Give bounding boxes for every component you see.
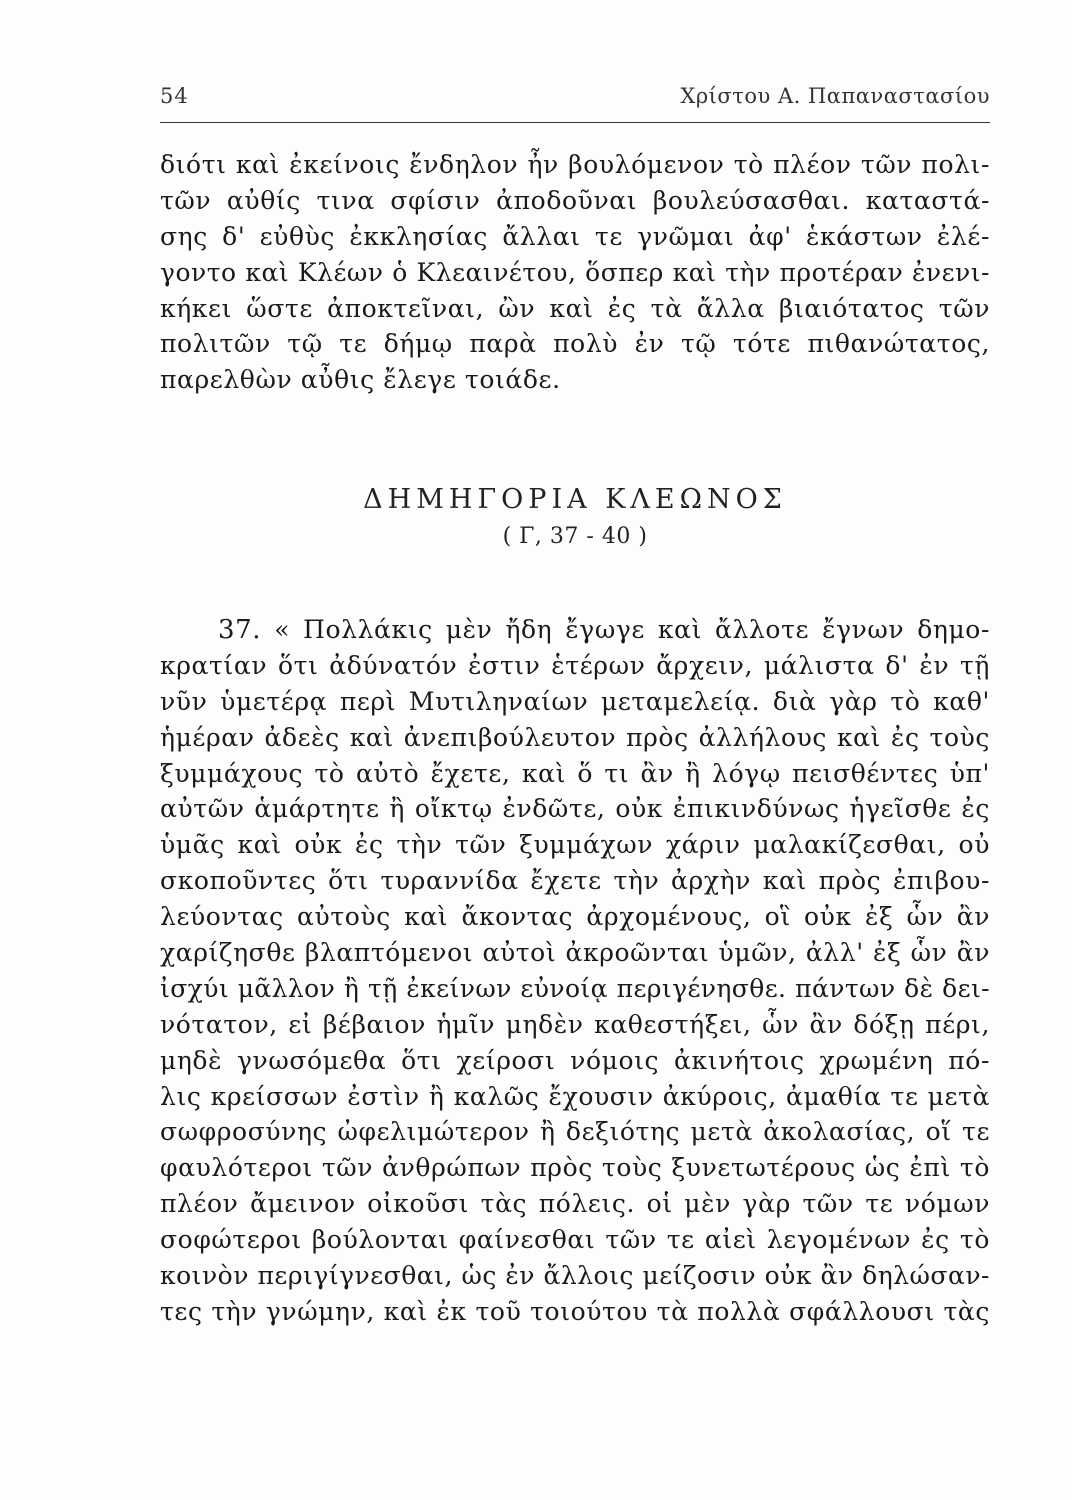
text-line: πλέον ἄμεινον οἰκοῦσι τὰς πόλεις. οἱ μὲν γὰρ τῶν τε νόμων — [160, 1189, 990, 1219]
text-line: σκοποῦντες ὅτι τυραννίδα ἔχετε τὴν ἀρχὴν καὶ πρὸς ἐπιβου- — [160, 866, 990, 896]
text-line: τες τὴν γνώμην, καὶ ἐκ τοῦ τοιούτου τὰ πολλὰ σφάλλουσι τὰς — [160, 1296, 990, 1326]
text-line: ὑμᾶς καὶ οὐκ ἐς τὴν τῶν ξυμμάχων χάριν μαλακίζεσθαι, οὐ — [160, 830, 990, 860]
text-line: σης δ' εὐθὺς ἐκκλησίας ἄλλαι τε γνῶμαι ἀφ' ἑκάστων ἐλέ- — [160, 221, 990, 251]
text-line: λις κρείσσων ἐστὶν ἢ καλῶς ἔχουσιν ἀκύροις, ἀμαθία τε μετὰ — [160, 1081, 990, 1111]
text-line: γοντο καὶ Κλέων ὁ Κλεαινέτου, ὅσπερ καὶ τὴν προτέραν ἐνενι- — [160, 257, 990, 287]
text-line: ἡμέραν ἀδεὲς καὶ ἀνεπιβούλευτον πρὸς ἀλλήλους καὶ ἐς τοὺς — [160, 722, 990, 752]
text-line: νότατον, εἰ βέβαιον ἡμῖν μηδὲν καθεστήξει, ὧν ἂν δόξῃ πέρι, — [160, 1009, 990, 1039]
text-line: κρατίαν ὅτι ἀδύνατόν ἐστιν ἑτέρων ἄρχειν, μάλιστα δ' ἐν τῇ — [160, 650, 990, 680]
section-37-paragraph — [160, 612, 990, 1330]
text-line: σοφώτεροι βούλονται φαίνεσθαι τῶν τε αἰεὶ λεγομένων ἐς τὸ — [160, 1225, 990, 1255]
text-line: φαυλότεροι τῶν ἀνθρώπων πρὸς τοὺς ξυνετωτέρους ὡς ἐπὶ τὸ — [160, 1153, 990, 1183]
speech-reference: ( Γ, 37 - 40 ) — [502, 524, 648, 549]
running-head: Χρίστου Α. Παπαναστασίου — [680, 84, 990, 108]
first-line-text: « Πολλάκις μὲν ἤδη ἔγωγε καὶ ἄλλοτε ἔγνων δημο- — [274, 615, 990, 644]
page-header — [160, 80, 990, 114]
text-line: ἰσχύι μᾶλλον ἢ τῇ ἐκείνων εὐνοίᾳ περιγένησθε. πάντων δὲ δει- — [160, 973, 990, 1003]
text-line: λεύοντας αὐτοὺς καὶ ἄκοντας ἀρχομένους, οἳ οὐκ ἐξ ὧν ἂν — [160, 902, 990, 932]
text-line: διότι καὶ ἐκείνοις ἔνδηλον ἦν βουλόμενον τὸ πλέον τῶν πολι- — [160, 150, 990, 179]
text-line: νῦν ὑμετέρᾳ περὶ Μυτιληναίων μεταμελείᾳ. διὰ γὰρ τὸ καθ' — [160, 686, 990, 716]
text-line: πολιτῶν τῷ τε δήμῳ παρὰ πολὺ ἐν τῷ τότε πιθανώτατος, — [160, 329, 990, 359]
text-line: σωφροσύνης ὠφελιμώτερον ἢ δεξιότης μετὰ ἀκολασίας, οἵ τε — [160, 1117, 990, 1147]
text-line: ξυμμάχους τὸ αὐτὸ ἔχετε, καὶ ὅ τι ἂν ἢ λόγῳ πεισθέντες ὑπ' — [160, 758, 990, 788]
speech-title: ΔΗΜΗΓΟΡΙΑ ΚΛΕΩΝΟΣ — [363, 484, 787, 515]
text-line-first — [160, 612, 990, 648]
text-line: παρελθὼν αὖθις ἔλεγε τοιάδε. — [160, 365, 561, 395]
page-number: 54 — [160, 84, 189, 108]
intro-paragraph — [160, 147, 990, 398]
text-line: κοινὸν περιγίγνεσθαι, ὡς ἐν ἄλλοις μείζοσιν οὐκ ἂν δηλώσαν- — [160, 1261, 990, 1291]
section-number: 37. — [218, 615, 262, 645]
text-line: τῶν αὐθίς τινα σφίσιν ἀποδοῦναι βουλεύσασθαι. καταστά- — [160, 185, 990, 215]
text-line: αὐτῶν ἁμάρτητε ἢ οἴκτῳ ἐνδῶτε, οὐκ ἐπικινδύνως ἡγεῖσθε ἐς — [160, 794, 990, 824]
header-rule — [160, 122, 990, 123]
text-line: κήκει ὥστε ἀποκτεῖναι, ὢν καὶ ἐς τὰ ἄλλα βιαιότατος τῶν — [160, 293, 990, 323]
text-line: μηδὲ γνωσόμεθα ὅτι χείροσι νόμοις ἀκινήτοις χρωμένη πό- — [160, 1045, 990, 1075]
text-line: χαρίζησθε βλαπτόμενοι αὐτοὶ ἀκροῶνται ὑμῶν, ἀλλ' ἐξ ὧν ἂν — [160, 938, 990, 968]
